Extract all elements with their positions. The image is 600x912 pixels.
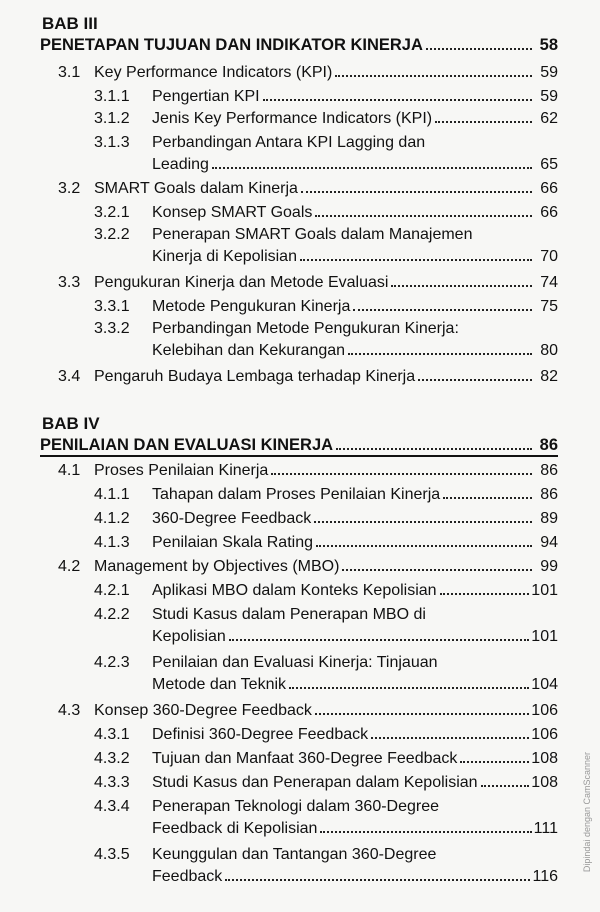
- toc-entry: [94, 652, 558, 696]
- section-title: 360-Degree Feedback: [152, 510, 312, 527]
- section-number: 4.1.1: [94, 486, 130, 503]
- page-number: 86: [539, 436, 558, 454]
- page-number: 86: [540, 462, 558, 479]
- section-number: 3.3: [58, 274, 81, 291]
- toc-entry: [94, 604, 558, 648]
- section-title: Key Performance Indicators (KPI): [94, 64, 333, 81]
- section-number: 3.1: [58, 64, 81, 81]
- section-number: 3.1.2: [94, 110, 130, 127]
- chapter-label: BAB III: [42, 14, 98, 33]
- toc-entry: [94, 748, 558, 770]
- section-number: 4.2: [58, 558, 81, 575]
- section-title: Proses Penilaian Kinerja: [94, 462, 269, 479]
- section-number: 4.3.4: [94, 798, 130, 815]
- page-number: 66: [540, 204, 558, 221]
- section-title-line2: Kinerja di Kepolisian: [152, 248, 297, 265]
- section-number: 4.1.3: [94, 534, 130, 551]
- page-number: 82: [540, 368, 558, 385]
- section-title-line1: Studi Kasus dalam Penerapan MBO di: [152, 606, 426, 623]
- section-title: Konsep 360-Degree Feedback: [94, 702, 312, 719]
- page-number: 116: [532, 868, 558, 885]
- section-title-line1: Penerapan Teknologi dalam 360-Degree: [152, 798, 440, 815]
- toc-entry: [94, 532, 558, 554]
- page-number: 101: [531, 628, 558, 645]
- toc-entry: [58, 366, 558, 388]
- section-number: 4.3: [58, 702, 81, 719]
- toc-entry: [58, 62, 558, 84]
- chapter-title: PENILAIAN DAN EVALUASI KINERJA: [40, 436, 334, 454]
- page-number: 111: [533, 820, 558, 837]
- toc-entry: [58, 178, 558, 200]
- toc-entry: [94, 484, 558, 506]
- section-number: 3.3.2: [94, 320, 130, 337]
- section-title: Tujuan dan Manfaat 360-Degree Feedback: [152, 750, 458, 767]
- page-number: 74: [540, 274, 558, 291]
- section-title-line1: Perbandingan Metode Pengukuran Kinerja:: [152, 320, 459, 337]
- section-title: Jenis Key Performance Indicators (KPI): [152, 110, 433, 127]
- page-number: 106: [531, 702, 558, 719]
- page-number: 75: [540, 298, 558, 315]
- toc-entry: [94, 724, 558, 746]
- page-number: 99: [540, 558, 558, 575]
- toc-entry: [58, 272, 558, 294]
- section-number: 3.2: [58, 180, 81, 197]
- page-number: 65: [540, 156, 558, 173]
- section-title: Konsep SMART Goals: [152, 204, 313, 221]
- section-number: 3.1.1: [94, 88, 130, 105]
- page-number: 89: [540, 510, 558, 527]
- page-number: 104: [531, 676, 558, 693]
- page-number: 66: [540, 180, 558, 197]
- section-title-line2: Kepolisian: [152, 628, 226, 645]
- page-number: 58: [539, 36, 558, 54]
- toc-entry: [94, 202, 558, 224]
- section-title: Pengaruh Budaya Lembaga terhadap Kinerja: [94, 368, 416, 385]
- section-title: Metode Pengukuran Kinerja: [152, 298, 351, 315]
- section-title: SMART Goals dalam Kinerja: [94, 180, 298, 197]
- toc-entry: [94, 224, 558, 268]
- section-number: 4.2.1: [94, 582, 130, 599]
- toc-entry: [94, 296, 558, 318]
- section-number: 4.1: [58, 462, 81, 479]
- chapter-title-row: [40, 36, 558, 55]
- section-title: Studi Kasus dan Penerapan dalam Kepolisian: [152, 774, 478, 791]
- section-title-line1: Penerapan SMART Goals dalam Manajemen: [152, 226, 473, 243]
- toc-entry: [94, 108, 558, 130]
- toc-entry: [94, 132, 558, 176]
- toc-entry: [94, 772, 558, 794]
- section-title-line2: Metode dan Teknik: [152, 676, 287, 693]
- toc-entry: [94, 580, 558, 602]
- section-title-line2: Feedback: [152, 868, 223, 885]
- section-number: 4.3.2: [94, 750, 130, 767]
- page-number: 108: [531, 774, 558, 791]
- chapter-title: PENETAPAN TUJUAN DAN INDIKATOR KINERJA: [40, 36, 423, 54]
- chapter-label: BAB IV: [42, 414, 100, 433]
- toc-entry: [94, 86, 558, 108]
- toc-entry: [58, 460, 558, 482]
- section-title: Pengertian KPI: [152, 88, 260, 105]
- toc-entry: [58, 556, 558, 578]
- page-number: 86: [540, 486, 558, 503]
- section-title-line1: Penilaian dan Evaluasi Kinerja: Tinjauan: [152, 654, 438, 671]
- section-number: 3.3.1: [94, 298, 130, 315]
- page-number: 94: [540, 534, 558, 551]
- chapter-title-row: [40, 436, 558, 457]
- toc-entry: [94, 318, 558, 362]
- section-title-line2: Feedback di Kepolisian: [152, 820, 318, 837]
- section-number: 4.3.3: [94, 774, 130, 791]
- toc-entry: [94, 796, 558, 840]
- section-title-line2: Leading: [152, 156, 209, 173]
- toc-entry: [94, 844, 558, 888]
- section-title-line1: Keunggulan dan Tantangan 360-Degree: [152, 846, 437, 863]
- page-number: 59: [540, 64, 558, 81]
- section-title-line2: Kelebihan dan Kekurangan: [152, 342, 346, 359]
- section-title: Penilaian Skala Rating: [152, 534, 313, 551]
- section-title-line1: Perbandingan Antara KPI Lagging dan: [152, 134, 426, 151]
- page-number: 62: [540, 110, 558, 127]
- section-title: Pengukuran Kinerja dan Metode Evaluasi: [94, 274, 389, 291]
- section-title: Management by Objectives (MBO): [94, 558, 340, 575]
- page-number: 70: [540, 248, 558, 265]
- section-number: 4.2.2: [94, 606, 130, 623]
- section-number: 3.2.1: [94, 204, 130, 221]
- toc-entry: [94, 508, 558, 530]
- section-number: 4.2.3: [94, 654, 130, 671]
- section-number: 3.4: [58, 368, 81, 385]
- leader-dots: [336, 448, 532, 450]
- section-title: Aplikasi MBO dalam Konteks Kepolisian: [152, 582, 437, 599]
- section-number: 3.1.3: [94, 134, 130, 151]
- scanner-watermark: Dipindai dengan CamScanner: [582, 751, 592, 872]
- page-number: 101: [531, 582, 558, 599]
- page-number: 59: [540, 88, 558, 105]
- leader-dots: [426, 48, 532, 50]
- page-number: 108: [531, 750, 558, 767]
- section-number: 3.2.2: [94, 226, 130, 243]
- toc-entry: [58, 700, 558, 722]
- page-number: 106: [531, 726, 558, 743]
- section-title: Tahapan dalam Proses Penilaian Kinerja: [152, 486, 441, 503]
- section-number: 4.3.1: [94, 726, 130, 743]
- page-number: 80: [540, 342, 558, 359]
- section-title: Definisi 360-Degree Feedback: [152, 726, 369, 743]
- section-number: 4.1.2: [94, 510, 130, 527]
- section-number: 4.3.5: [94, 846, 130, 863]
